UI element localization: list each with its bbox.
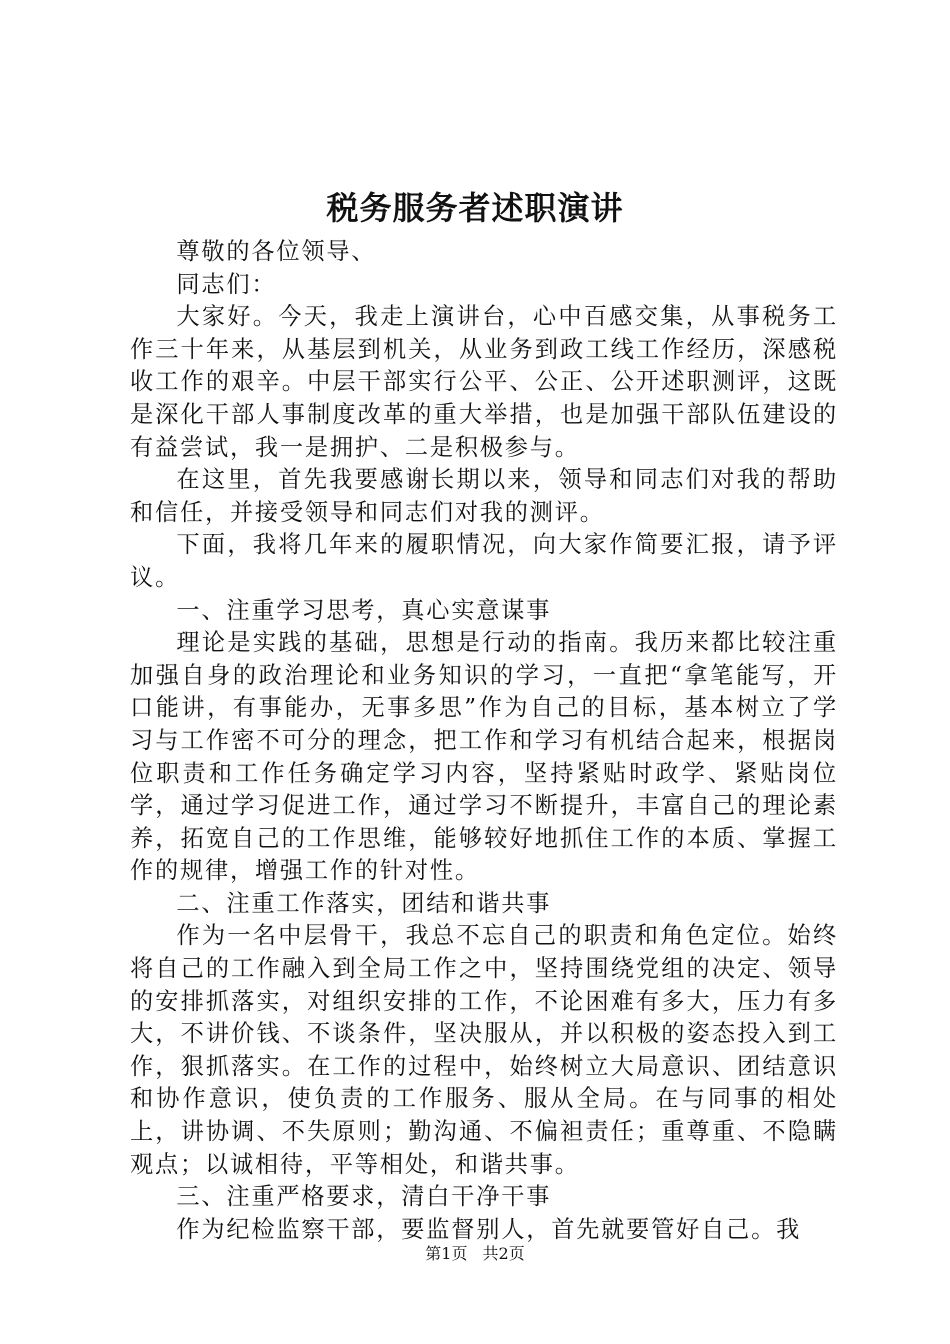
page-number: 第1页	[425, 1244, 468, 1263]
section-heading: 三、注重严格要求，清白干净干事	[176, 1183, 552, 1211]
body-paragraph: 作为纪检监察干部，要监督别人，首先就要管好自己。我	[176, 1215, 802, 1243]
body-paragraph: 作为一名中层骨干，我总不忘自己的职责和角色定位。始终将自己的工作融入到全局工作之中，坚持围绕党组的决定、领导的安排抓落实，对组织安排的工作，不论困难有多大，压力有多大，不讲价钱、不谈条件，坚决服从，并以积极的姿态投入到工作，狠抓落实。在工作的过程中，始终树立大局意识、团结意识和协作意识，使负责的工作服务、服从全局。在与同事的相处上，讲协调、不失原则；勤沟通、不偏袒责任；重尊重、不隐瞒观点；以诚相待，平等相处，和谐共事。	[130, 922, 838, 1178]
body-paragraph: 在这里，首先我要感谢长期以来，领导和同志们对我的帮助和信任，并接受领导和同志们对我的测评。	[130, 466, 838, 526]
page-total: 共2页	[482, 1244, 525, 1263]
document-title: 税务服务者述职演讲	[326, 189, 624, 227]
section-heading: 一、注重学习思考，真心实意谋事	[176, 596, 552, 624]
document-body	[130, 236, 838, 1246]
salutation-line: 尊敬的各位领导、	[176, 238, 377, 265]
salutation-line: 同志们：	[176, 270, 277, 298]
body-paragraph: 大家好。今天，我走上演讲台，心中百感交集，从事税务工作三十年来，从基层到机关，从业务到政工线工作经历，深感税收工作的艰辛。中层干部实行公平、公正、公开述职测评，这既是深化干部人事制度改革的重大举措，也是加强干部队伍建设的有益尝试，我一是拥护、二是积极参与。	[130, 303, 838, 461]
body-paragraph: 理论是实践的基础，思想是行动的指南。我历来都比较注重加强自身的政治理论和业务知识的学习，一直把“拿笔能写，开口能讲，有事能办，无事多思”作为自己的目标，基本树立了学习与工作密不可分的理念，把工作和学习有机结合起来，根据岗位职责和工作任务确定学习内容，坚持紧贴时政学、紧贴岗位学，通过学习促进工作，通过学习不断提升，丰富自己的理论素养，拓宽自己的工作思维，能够较好地抓住工作的本质、掌握工作的规律，增强工作的针对性。	[130, 629, 838, 885]
section-heading: 二、注重工作落实，团结和谐共事	[176, 889, 552, 917]
body-paragraph: 下面，我将几年来的履职情况，向大家作简要汇报，请予评议。	[130, 531, 838, 591]
page-footer	[0, 1243, 950, 1265]
